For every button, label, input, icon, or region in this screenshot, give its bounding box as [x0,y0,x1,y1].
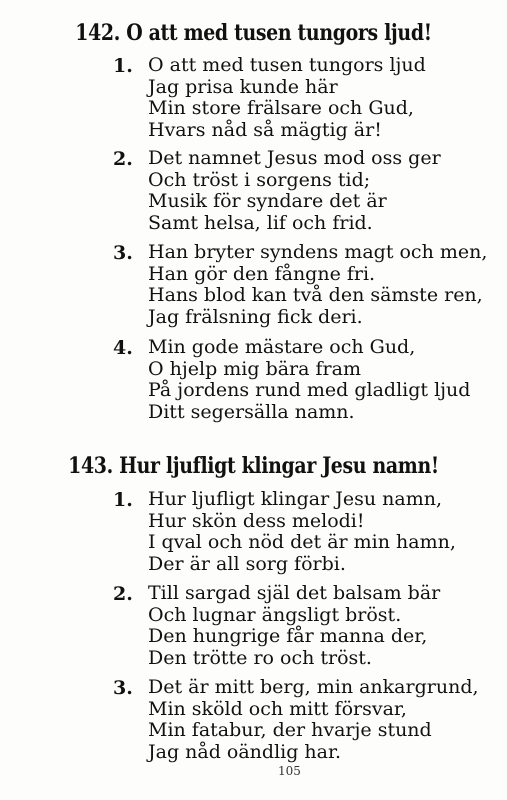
verse-line: Jag prisa kunde här [148,75,338,98]
verse-number: 1. [113,55,133,77]
hymn-143-title: 143. Hur ljufligt klingar Jesu namn! [68,453,439,479]
verse-number: 2. [113,148,133,170]
verse-line: Min store frälsare och Gud, [148,97,414,119]
verse-number: 1. [113,489,133,511]
verse-line: Min sköld och mitt försvar, [148,697,407,720]
verse-line: O hjelp mig bära fram [148,357,361,380]
verse-line: Han bryter syndens magt och men, [148,241,488,263]
verse-line: Jag frälsning fick deri. [148,305,363,328]
verse-line: Der är all sorg förbi. [148,552,346,575]
verse-line: Jag nåd oändlig har. [148,740,342,763]
verse-number: 3. [113,242,133,264]
verse-line: Han gör den fångne fri. [148,262,376,285]
verse-line: Den hungrige får manna der, [148,625,428,647]
verse-number: 2. [113,583,133,605]
verse-number: 4. [113,337,133,359]
verse-line: Samt helsa, lif och frid. [148,211,373,234]
verse-line: Hur ljufligt klingar Jesu namn, [148,488,442,510]
verse-line: Hur skön dess melodi! [148,509,365,532]
page-number: 105 [278,764,301,778]
verse-number: 3. [113,677,133,699]
verse-line: O att med tusen tungors ljud [148,54,426,76]
verse-line: Ditt segersälla namn. [148,400,355,423]
verse-line: Min fatabur, der hvarje stund [148,719,432,741]
verse-line: På jordens rund med gladligt ljud [148,379,471,401]
verse-line: Hans blod kan två den sämste ren, [148,284,483,306]
verse-line: Och lugnar ängsligt bröst. [148,603,402,626]
verse-line: Till sargad själ det balsam bär [148,582,441,604]
verse-line: Hvars nåd så mägtig är! [148,118,382,141]
verse-line: Den trötte ro och tröst. [148,646,372,669]
verse-line: Det namnet Jesus mod oss ger [148,147,441,169]
hymn-142-title: 142. O att med tusen tungors ljud! [75,20,432,46]
verse-line: Musik för syndare det är [148,190,387,212]
verse-line: I qval och nöd det är min hamn, [148,531,456,553]
verse-line: Min gode mästare och Gud, [148,336,416,358]
verse-line: Det är mitt berg, min ankargrund, [148,676,479,698]
verse-line: Och tröst i sorgens tid; [148,168,371,191]
